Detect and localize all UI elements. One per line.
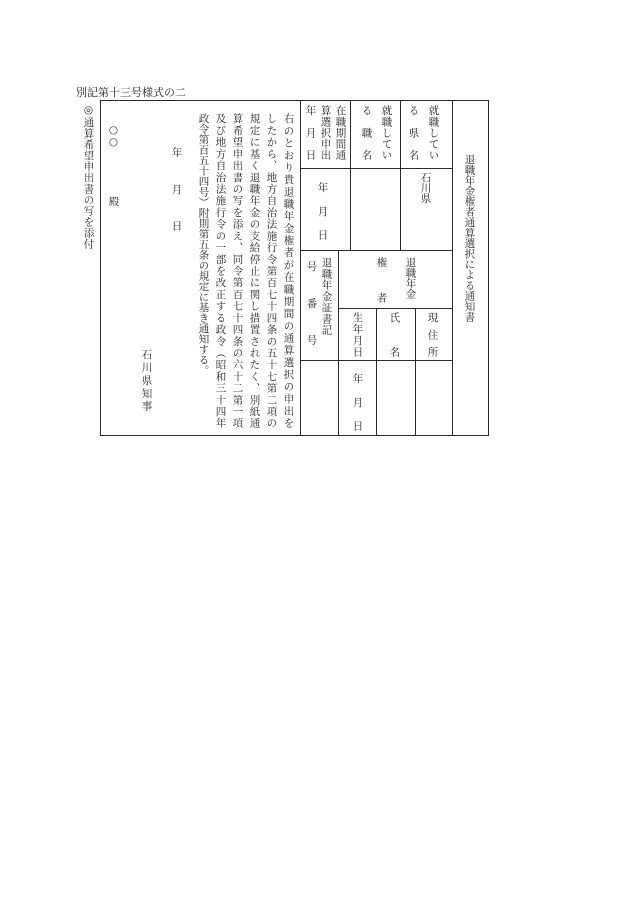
body-line: 右のとおり貴退職年金権者が在職期間の通算選択の申出を	[282, 113, 295, 430]
certificate-number-label: 号番号	[305, 261, 318, 372]
form-number-label: 別記第十三号様式の二	[76, 86, 186, 99]
prefecture-label: る県名	[407, 105, 420, 172]
issuer: 石川県知事	[140, 349, 153, 414]
body-line: 政令第百五十四号）附則第五条の規定に基き通知する。	[197, 113, 210, 376]
body-line: 規定に基く退職年金の支給停止に関し措置されたく、別紙通	[248, 113, 261, 430]
addressee-honorific: 殿	[107, 196, 120, 207]
pensioner-subheader-rule	[338, 308, 453, 309]
prefecture-label: 就職してい	[427, 105, 440, 161]
attachment-note: ◎通算希望申出書の写を添付	[82, 104, 95, 250]
body-line: 算希望申出書の写を添え、同令第百七十四条の六十二第一項	[231, 113, 244, 430]
election-date-label: 算選択申出	[319, 105, 332, 161]
election-date-label: 在職期間通	[334, 105, 347, 161]
frame-left-border	[100, 100, 101, 436]
pensioner-label: 退職年金	[404, 257, 417, 299]
issue-date: 年月日	[170, 147, 183, 258]
birth-date-label: 生年月日	[351, 312, 364, 358]
document-title: 退職年金権者通算選択による通知書	[463, 154, 476, 322]
certificate-pensioner-divider	[338, 250, 339, 435]
addressee-name: ○○	[107, 124, 120, 148]
pensioner-label: 権者	[375, 257, 388, 328]
position-label: る職名	[360, 105, 373, 172]
body-line: したから、地方自治法施行令第百七十四条の五十七第二項の	[265, 113, 278, 430]
name-label: 氏名	[388, 312, 401, 381]
frame-bottom-border	[100, 435, 489, 436]
election-date-label: 年月日	[304, 105, 317, 172]
position-label: 就職してい	[380, 105, 393, 161]
frame-right-border	[488, 100, 489, 436]
birth-date-value: 年月日	[351, 373, 364, 445]
certificate-number-label: 退職年金証書記	[320, 257, 333, 336]
frame-top-border	[100, 100, 489, 101]
position-date-divider	[350, 100, 351, 250]
address-label: 現住所	[426, 312, 439, 364]
prefecture-position-divider	[400, 100, 401, 250]
election-date-value: 年月日	[316, 182, 329, 254]
body-line: 及び地方自治法施行令の一部を改正する政令（昭和三十四年	[214, 113, 227, 430]
prefecture-value: 石川県	[419, 172, 432, 204]
table-left-divider	[300, 100, 301, 436]
upper-header-rule	[300, 168, 453, 169]
title-column-divider	[452, 100, 453, 436]
address-name-divider	[415, 308, 416, 435]
